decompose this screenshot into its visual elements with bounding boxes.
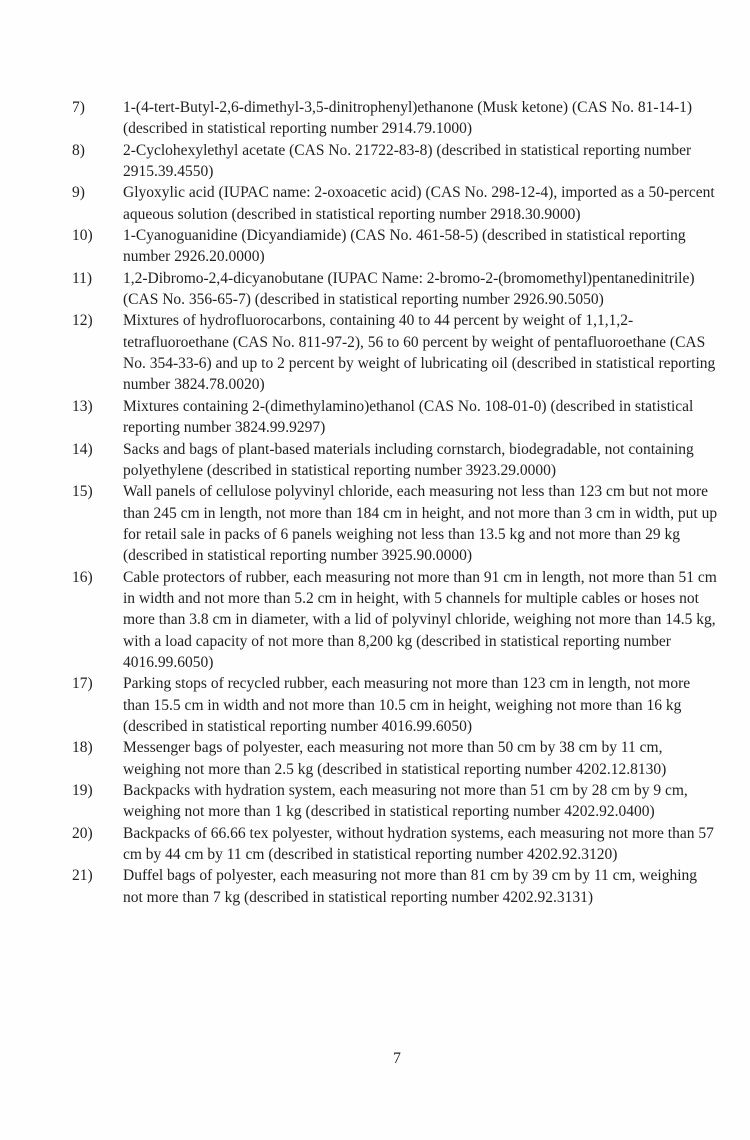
item-text: 1-Cyanoguanidine (Dicyandiamide) (CAS No. 461-58-5) (described in statistical reporting number 2926.20.0000) [123,227,686,266]
item-text: Mixtures of hydrofluorocarbons, containing 40 to 44 percent by weight of 1,1,1,2-tetrafluoroethane (CAS No. 811-97-2), 56 to 60 percent by weight of pentafluoroethane (CAS No. 354-33-6) and up to 2 percent by weight of lubricating oil (described in statistical reporting number 3824.78.0020) [123,312,716,394]
item-text: Sacks and bags of plant-based materials including cornstarch, biodegradable, not containing polyethylene (described in statistical reporting number 3923.29.0000) [123,440,694,479]
item-text: Backpacks with hydration system, each measuring not more than 51 cm by 28 cm by 9 cm, weighing not more than 1 kg (described in statistical reporting number 4202.92.0400) [123,782,688,821]
item-text: Duffel bags of polyester, each measuring not more than 81 cm by 39 cm by 11 cm, weighing not more than 7 kg (described in statistical reporting number 4202.92.3131) [123,867,698,906]
list-item [72,865,722,908]
item-marker: 21) [72,867,93,885]
item-text: Cable protectors of rubber, each measuring not more than 91 cm in length, not more than 51 cm in width and not more than 5.2 cm in height, with 5 channels for multiple cables or hoses not more than 3.8 cm in diameter, with a lid of polyvinyl chloride, weighing not more than 14.5 kg, with a load capacity of not more than 8,200 kg (described in statistical reporting number 4016.99.6050) [123,568,717,671]
item-marker: 10) [72,227,93,245]
item-marker: 9) [72,184,85,202]
item-marker: 20) [72,824,93,842]
list-item [72,396,722,439]
list-item [72,823,722,866]
item-text: Mixtures containing 2-(dimethylamino)ethanol (CAS No. 108-01-0) (described in statistical reporting number 3824.99.9297) [123,397,694,437]
item-text: Glyoxylic acid (IUPAC name: 2-oxoacetic acid) (CAS No. 298-12-4), imported as a 50-percent aqueous solution (described in statistical reporting number 2918.30.9000) [123,184,715,223]
item-text: Wall panels of cellulose polyvinyl chloride, each measuring not less than 123 cm but not more than 245 cm in length, not more than 184 cm in height, and not more than 3 cm in width, put up for retail sale in packs of 6 panels weighing not less than 13.5 kg and not more than 29 kg (described in statistical reporting number 3925.90.0000) [123,483,718,565]
item-marker: 14) [72,440,93,458]
item-text: Parking stops of recycled rubber, each measuring not more than 123 cm in length, not more than 15.5 cm in width and not more than 10.5 cm in height, weighing not more than 16 kg (described in statistical reporting number 4016.99.6050) [123,675,691,735]
list-item [72,673,722,737]
item-marker: 11) [72,269,93,287]
item-text: 1,2-Dibromo-2,4-dicyanobutane (IUPAC Name: 2-bromo-2-(bromomethyl)pentanedinitrile) (CAS No. 356-65-7) (described in statistical reporting number 2926.90.5050) [123,269,695,309]
list-item [72,439,722,482]
item-text: 1-(4-tert-Butyl-2,6-dimethyl-3,5-dinitrophenyl)ethanone (Musk ketone) (CAS No. 81-14-1) (described in statistical reporting number 2914.79.1000) [123,99,693,138]
item-text: Messenger bags of polyester, each measuring not more than 50 cm by 38 cm by 11 cm, weighing not more than 2.5 kg (described in statistical reporting number 4202.12.8130) [123,739,667,778]
item-text: Backpacks of 66.66 tex polyester, without hydration systems, each measuring not more than 57 cm by 44 cm by 11 cm (described in statistical reporting number 4202.92.3120) [123,824,714,864]
list-item [72,310,722,395]
list-item [72,97,722,140]
numbered-list [72,97,722,908]
item-marker: 16) [72,568,93,586]
list-item [72,225,722,268]
item-marker: 8) [72,141,85,159]
item-marker: 13) [72,397,93,415]
item-marker: 17) [72,675,93,693]
list-item [72,567,722,674]
list-item [72,182,722,225]
list-item [72,481,722,566]
item-text: 2-Cyclohexylethyl acetate (CAS No. 21722-83-8) (described in statistical reporting number 2915.39.4550) [123,141,692,181]
item-marker: 18) [72,739,93,757]
page-number: 7 [393,1050,401,1067]
item-marker: 15) [72,483,93,501]
list-item [72,737,722,780]
item-marker: 19) [72,782,93,799]
list-item [72,140,722,183]
list-item [72,268,722,311]
item-marker: 12) [72,312,93,330]
item-marker: 7) [72,99,85,116]
list-item [72,780,722,823]
